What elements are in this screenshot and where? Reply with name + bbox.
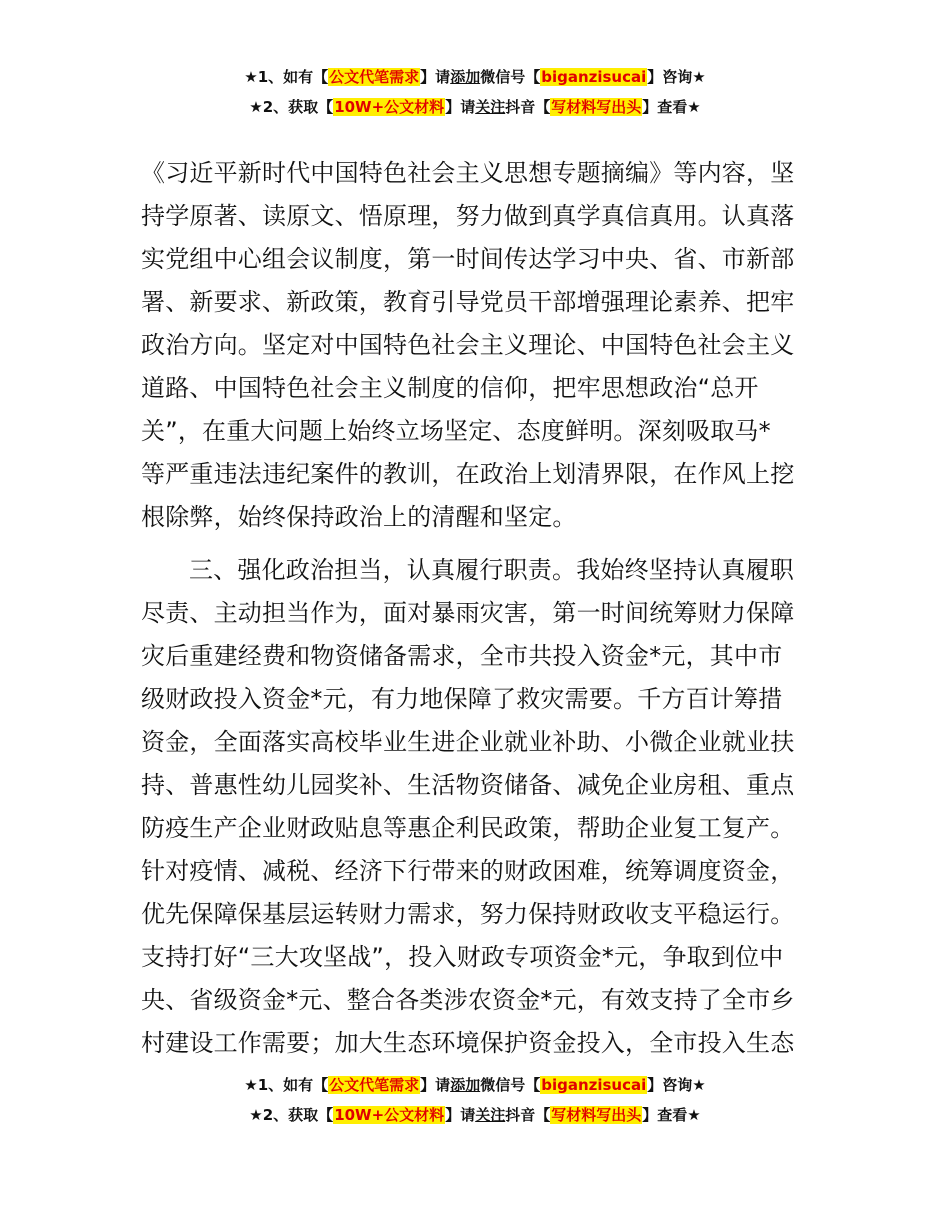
text-line: 《习近平新时代中国特色社会主义思想专题摘编》等内容，坚 (141, 159, 795, 187)
paragraph-1 (141, 152, 813, 539)
text-line: 级财政投入资金*元，有力地保障了救灾需要。千方百计筹措 (141, 685, 783, 713)
banner-line-2: ★2、获取【10W+公文材料】请关注抖音【写材料写出头】查看★ (249, 98, 701, 116)
highlight-service: 公文代笔需求 (329, 1076, 420, 1094)
banner-line-1: ★1、如有【公文代笔需求】请添加微信号【biganzisucai】咨询★ (244, 68, 706, 86)
highlight-wechat-id: biganzisucai (541, 1076, 647, 1094)
text-line: 根除弊，始终保持政治上的清醒和坚定。 (141, 503, 577, 531)
highlight-douyin: 写材料写出头 (551, 1106, 642, 1124)
banner-line-1: ★1、如有【公文代笔需求】请添加微信号【biganzisucai】咨询★ (244, 1076, 706, 1094)
text-line: 防疫生产企业财政贴息等惠企利民政策，帮助企业复工复产。 (141, 814, 795, 842)
text-line: 灾后重建经费和物资储备需求，全市共投入资金*元，其中市 (141, 642, 783, 670)
text-line: 关”，在重大问题上始终立场坚定、态度鲜明。深刻吸取马* (141, 417, 771, 445)
paragraph-gap (141, 539, 813, 549)
footer-banner (0, 1074, 950, 1124)
header-banner (0, 66, 950, 116)
text-line: 三、强化政治担当，认真履行职责。我始终坚持认真履职 (189, 556, 794, 584)
text-line: 署、新要求、新政策，教育引导党员干部增强理论素养、把牢 (141, 288, 795, 316)
text-line: 优先保障保基层运转财力需求，努力保持财政收支平稳运行。 (141, 900, 795, 928)
text-line: 政治方向。坚定对中国特色社会主义理论、中国特色社会主义 (141, 331, 795, 359)
highlight-materials: 10W+公文材料 (334, 98, 445, 116)
text-line: 实党组中心组会议制度，第一时间传达学习中央、省、市新部 (141, 245, 795, 273)
text-line: 尽责、主动担当作为，面对暴雨灾害，第一时间统筹财力保障 (141, 599, 795, 627)
banner-line-2: ★2、获取【10W+公文材料】请关注抖音【写材料写出头】查看★ (249, 1106, 701, 1124)
highlight-douyin: 写材料写出头 (551, 98, 642, 116)
text-line: 针对疫情、减税、经济下行带来的财政困难，统筹调度资金， (141, 857, 795, 885)
text-line: 支持打好“三大攻坚战”，投入财政专项资金*元，争取到位中 (141, 943, 784, 971)
text-line: 持学原著、读原文、悟原理，努力做到真学真信真用。认真落 (141, 202, 795, 230)
text-line: 央、省级资金*元、整合各类涉农资金*元，有效支持了全市乡 (141, 986, 795, 1014)
text-line: 村建设工作需要；加大生态环境保护资金投入，全市投入生态 (141, 1029, 795, 1057)
paragraph-2 (141, 549, 813, 1065)
highlight-service: 公文代笔需求 (329, 68, 420, 86)
text-line: 道路、中国特色社会主义制度的信仰，把牢思想政治“总开 (141, 374, 759, 402)
text-line: 等严重违法违纪案件的教训，在政治上划清界限，在作风上挖 (141, 460, 795, 488)
highlight-wechat-id: biganzisucai (541, 68, 647, 86)
highlight-materials: 10W+公文材料 (334, 1106, 445, 1124)
text-line: 资金，全面落实高校毕业生进企业就业补助、小微企业就业扶 (141, 728, 795, 756)
text-line: 持、普惠性幼儿园奖补、生活物资储备、减免企业房租、重点 (141, 771, 795, 799)
document-body (141, 152, 813, 1065)
